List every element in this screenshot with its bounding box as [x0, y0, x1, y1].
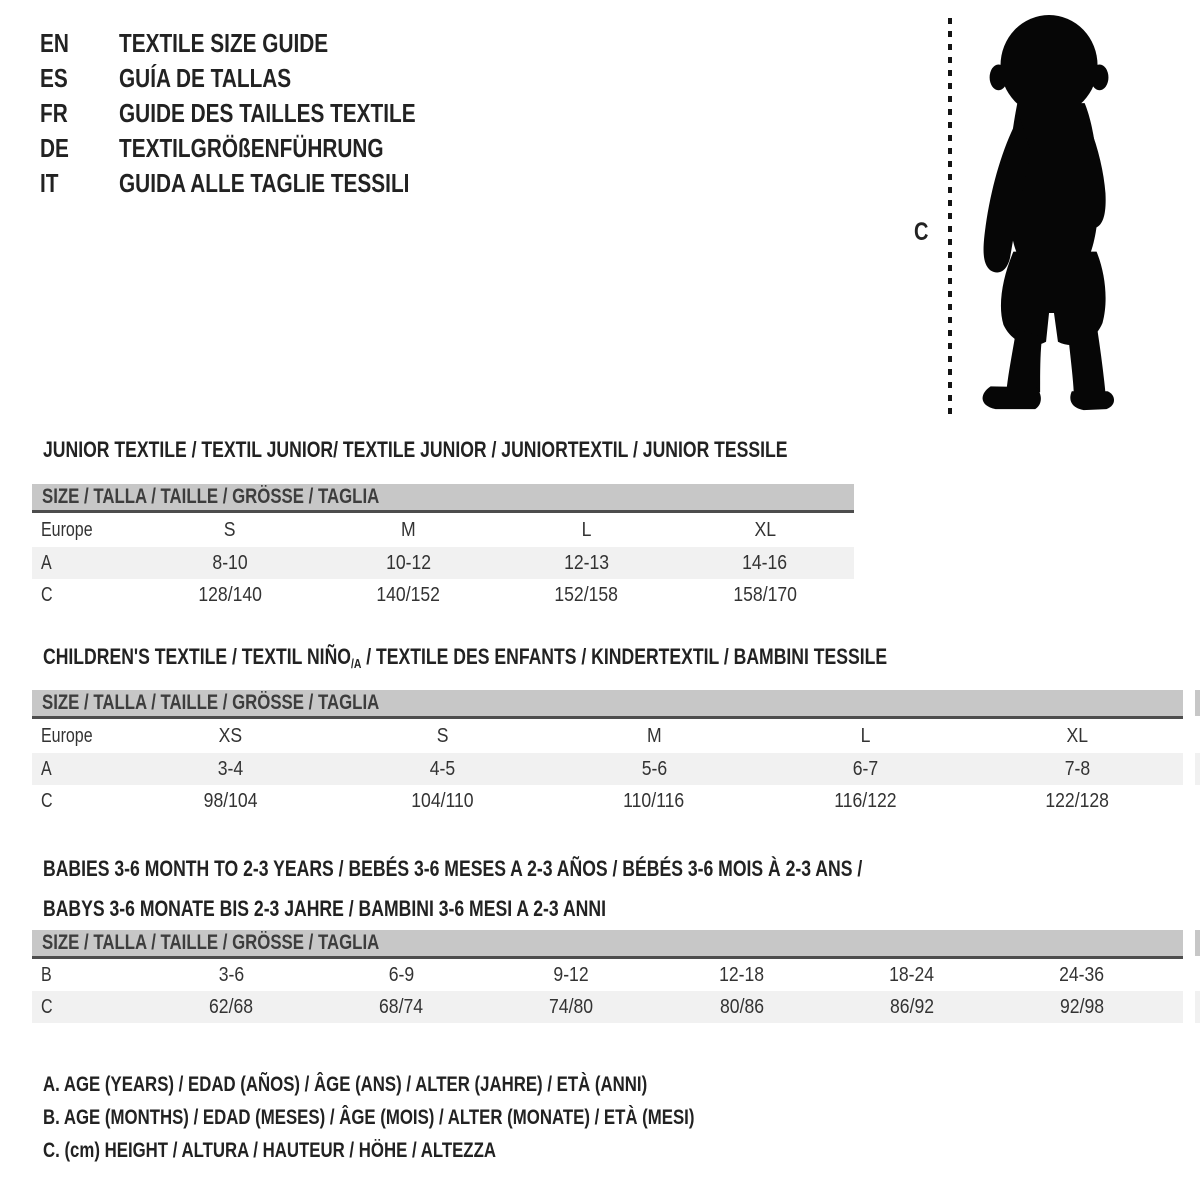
size-column-header: L	[860, 724, 871, 747]
language-code: IT	[40, 168, 59, 198]
table-cell: 128/140	[198, 583, 262, 606]
table-cell: 140/152	[376, 583, 441, 606]
language-title-list	[40, 26, 490, 201]
nino-a-subscript: /A	[350, 656, 362, 671]
language-row-de	[40, 131, 490, 166]
table-cell: 92/98	[1059, 995, 1104, 1018]
table-cell: 12-13	[564, 551, 610, 574]
cropped-bar-remnant	[1195, 930, 1200, 956]
table-cell: 80/86	[719, 995, 764, 1018]
table-cell: 24-36	[1059, 963, 1105, 986]
cropped-bar-remnant	[1195, 690, 1200, 716]
size-column-header: M	[401, 518, 416, 541]
table-row-height	[32, 579, 854, 611]
language-row-es	[40, 61, 490, 96]
legend-line-b: B. AGE (MONTHS) / EDAD (MESES) / ÂGE (MOIS) / ALTER (MONATE) / ETÀ (MESI)	[43, 1106, 695, 1129]
size-column-header: S	[224, 518, 236, 541]
toddler-silhouette-image	[956, 14, 1148, 420]
table-row-height	[32, 991, 1183, 1023]
size-header-bar: SIZE / TALLA / TAILLE / GRÖSSE / TAGLIA	[32, 484, 854, 513]
height-measure-dashed-line	[948, 18, 952, 415]
table-cell: 12-18	[719, 963, 765, 986]
table-cell: 104/110	[411, 789, 474, 812]
language-title: GUIDA ALLE TAGLIE TESSILI	[119, 168, 410, 198]
table-cell: 152/158	[554, 583, 619, 606]
table-row-height	[32, 785, 1183, 817]
language-row-fr	[40, 96, 490, 131]
language-code: DE	[40, 133, 69, 163]
legend-line-a: A. AGE (YEARS) / EDAD (AÑOS) / ÂGE (ANS) / ALTER (JAHRE) / ETÀ (ANNI)	[43, 1073, 648, 1096]
table-cell: 116/122	[834, 789, 897, 812]
table-cell: 8-10	[212, 551, 248, 574]
table-cell: 98/104	[203, 789, 258, 812]
region-label: Europe	[41, 724, 93, 747]
table-cell: 9-12	[553, 963, 590, 986]
children-size-table	[32, 690, 1183, 817]
table-cell: 110/116	[623, 789, 685, 812]
row-label: C	[41, 583, 53, 606]
row-label: A	[41, 757, 52, 780]
row-label: B	[41, 963, 52, 986]
junior-size-table	[32, 484, 854, 611]
language-row-it	[40, 166, 490, 201]
table-cell: 10-12	[385, 551, 431, 574]
table-cell: 68/74	[379, 995, 424, 1018]
table-cell: 122/128	[1045, 789, 1110, 812]
junior-section-title: JUNIOR TEXTILE / TEXTIL JUNIOR/ TEXTILE JUNIOR / JUNIORTEXTIL / JUNIOR TESSILE	[43, 437, 788, 462]
cropped-stripe-remnant	[1195, 991, 1200, 1023]
table-header-row	[32, 719, 1183, 753]
table-cell: 4-5	[429, 757, 456, 780]
table-cell: 3-4	[218, 757, 244, 780]
language-code: ES	[40, 63, 68, 93]
row-label: C	[41, 995, 53, 1018]
table-cell: 86/92	[889, 995, 934, 1018]
size-header-bar: SIZE / TALLA / TAILLE / GRÖSSE / TAGLIA	[32, 930, 1183, 959]
table-cell: 158/170	[733, 583, 797, 606]
height-measure-label: C	[914, 218, 929, 246]
language-code: EN	[40, 28, 69, 58]
table-cell: 14-16	[742, 551, 788, 574]
legend-line-c: C. (cm) HEIGHT / ALTURA / HAUTEUR / HÖHE / ALTEZZA	[43, 1139, 496, 1162]
table-row-age	[32, 547, 854, 579]
babies-section-title: BABIES 3-6 MONTH TO 2-3 YEARS / BEBÉS 3-6 MESES A 2-3 AÑOS / BÉBÉS 3-6 MOIS À 2-3 ANS / BABYS 3-6 MONATE BIS 2-3 JAHRE / BAMBINI 3-6 MESI A 2-3 ANNI	[43, 856, 863, 921]
size-column-header: XL	[1066, 724, 1088, 747]
table-cell: 6-7	[852, 757, 879, 780]
table-row-age	[32, 753, 1183, 785]
size-column-header: L	[581, 518, 592, 541]
measurement-legend	[43, 1068, 857, 1167]
language-title: GUIDE DES TAILLES TEXTILE	[119, 98, 416, 128]
table-cell: 7-8	[1064, 757, 1090, 780]
language-title: GUÍA DE TALLAS	[119, 63, 292, 93]
table-cell: 5-6	[641, 757, 667, 780]
table-cell: 74/80	[549, 995, 594, 1018]
children-section-title: CHILDREN'S TEXTILE / TEXTIL NIÑO/A / TEXTILE DES ENFANTS / KINDERTEXTIL / BAMBINI TESSILE	[43, 644, 888, 671]
table-cell: 3-6	[218, 963, 244, 986]
babies-size-table	[32, 930, 1183, 1023]
language-code: FR	[40, 98, 68, 128]
row-label: A	[41, 551, 52, 574]
table-cell: 18-24	[889, 963, 935, 986]
size-column-header: XS	[219, 724, 243, 747]
table-header-row	[32, 513, 854, 547]
size-column-header: M	[646, 724, 662, 747]
region-label: Europe	[41, 518, 93, 541]
language-row-en	[40, 26, 490, 61]
language-title: TEXTILE SIZE GUIDE	[119, 28, 329, 58]
size-column-header: S	[436, 724, 449, 747]
cropped-stripe-remnant	[1195, 753, 1200, 785]
row-label: C	[41, 789, 53, 812]
table-row-months	[32, 959, 1183, 991]
size-header-bar: SIZE / TALLA / TAILLE / GRÖSSE / TAGLIA	[32, 690, 1183, 719]
language-title: TEXTILGRÖßENFÜHRUNG	[119, 133, 384, 163]
size-column-header: XL	[754, 518, 776, 541]
table-cell: 62/68	[209, 995, 254, 1018]
table-cell: 6-9	[388, 963, 414, 986]
